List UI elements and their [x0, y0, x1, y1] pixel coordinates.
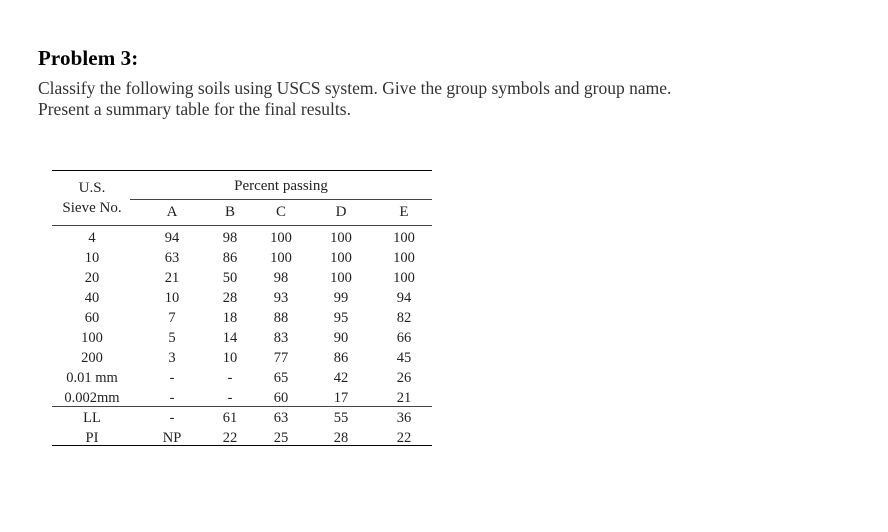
problem-description-line-1: Classify the following soils using USCS system. Give the group symbols and group name. [38, 78, 672, 98]
sieve-label: 60 [84, 310, 100, 326]
table-cell-c: 83 [273, 330, 289, 346]
sieve-label: 40 [84, 290, 100, 306]
table-cell-c: 65 [273, 370, 289, 386]
table-cell-b: 18 [222, 310, 238, 326]
header-bottom-rule [52, 225, 432, 226]
table-cell-e: 22 [396, 430, 412, 446]
table-cell-e: 100 [393, 270, 415, 286]
table-cell-c: 100 [270, 250, 292, 266]
table-cell-a: 21 [164, 270, 180, 286]
table-cell-a: 10 [164, 290, 180, 306]
table-cell-b: 98 [222, 230, 238, 246]
table-cell-c: 88 [273, 310, 289, 326]
table-cell-a: 7 [168, 310, 176, 326]
table-cell-a: 63 [164, 250, 180, 266]
table-cell-d: 42 [333, 370, 349, 386]
table-cell-a: 94 [164, 230, 180, 246]
table-cell-c: 98 [273, 270, 289, 286]
table-cell-b: 50 [222, 270, 238, 286]
table-cell-c: 60 [273, 390, 289, 406]
sieve-label: 200 [81, 350, 103, 366]
table-cell-b: 61 [222, 410, 238, 426]
table-cell-c: 100 [270, 230, 292, 246]
column-header-c: C [275, 204, 286, 220]
table-cell-d: 100 [330, 230, 352, 246]
table-cell-a: - [169, 410, 175, 426]
table-cell-b: - [227, 370, 233, 386]
table-cell-e: 36 [396, 410, 412, 426]
column-header-a: A [166, 204, 178, 220]
table-cell-c: 63 [273, 410, 289, 426]
sieve-label: PI [85, 430, 99, 446]
table-cell-d: 28 [333, 430, 349, 446]
sieve-label: 20 [84, 270, 100, 286]
table-cell-a: 5 [168, 330, 176, 346]
table-cell-b: 10 [222, 350, 238, 366]
table-cell-b: 28 [222, 290, 238, 306]
sieve-label: 4 [88, 230, 96, 246]
column-header-b: B [224, 204, 235, 220]
column-header-e: E [399, 204, 409, 220]
table-cell-a: 3 [168, 350, 176, 366]
table-top-rule [52, 170, 432, 171]
sieve-header-line-1: U.S. [78, 180, 106, 196]
percent-passing-header: Percent passing [234, 178, 328, 194]
problem-title: Problem 3: [38, 46, 139, 70]
table-cell-d: 55 [333, 410, 349, 426]
table-cell-e: 45 [396, 350, 412, 366]
table-cell-b: 86 [222, 250, 238, 266]
table-cell-c: 77 [273, 350, 289, 366]
table-cell-d: 90 [333, 330, 349, 346]
sieve-label: 100 [81, 330, 103, 346]
table-cell-e: 66 [396, 330, 412, 346]
sieve-label: 10 [84, 250, 100, 266]
table-cell-a: NP [162, 430, 182, 446]
problem-description-line-2: Present a summary table for the final results. [38, 99, 351, 119]
table-cell-e: 21 [396, 390, 412, 406]
table-cell-a: - [169, 390, 175, 406]
table-cell-c: 93 [273, 290, 289, 306]
table-cell-d: 100 [330, 270, 352, 286]
sieve-label: 0.002mm [64, 390, 120, 406]
table-cell-d: 86 [333, 350, 349, 366]
table-cell-e: 100 [393, 250, 415, 266]
percent-passing-underline [130, 199, 432, 200]
table-cell-b: - [227, 390, 233, 406]
table-cell-e: 26 [396, 370, 412, 386]
sieve-label: LL [83, 410, 101, 426]
table-cell-b: 14 [222, 330, 238, 346]
table-cell-d: 99 [333, 290, 349, 306]
column-header-d: D [335, 204, 347, 220]
table-cell-b: 22 [222, 430, 238, 446]
table-cell-d: 95 [333, 310, 349, 326]
table-cell-d: 17 [333, 390, 349, 406]
table-cell-d: 100 [330, 250, 352, 266]
table-cell-e: 100 [393, 230, 415, 246]
table-cell-c: 25 [273, 430, 289, 446]
sieve-header-line-2: Sieve No. [62, 200, 122, 216]
table-cell-e: 94 [396, 290, 412, 306]
sieve-label: 0.01 mm [66, 370, 118, 386]
table-cell-e: 82 [396, 310, 412, 326]
table-cell-a: - [169, 370, 175, 386]
